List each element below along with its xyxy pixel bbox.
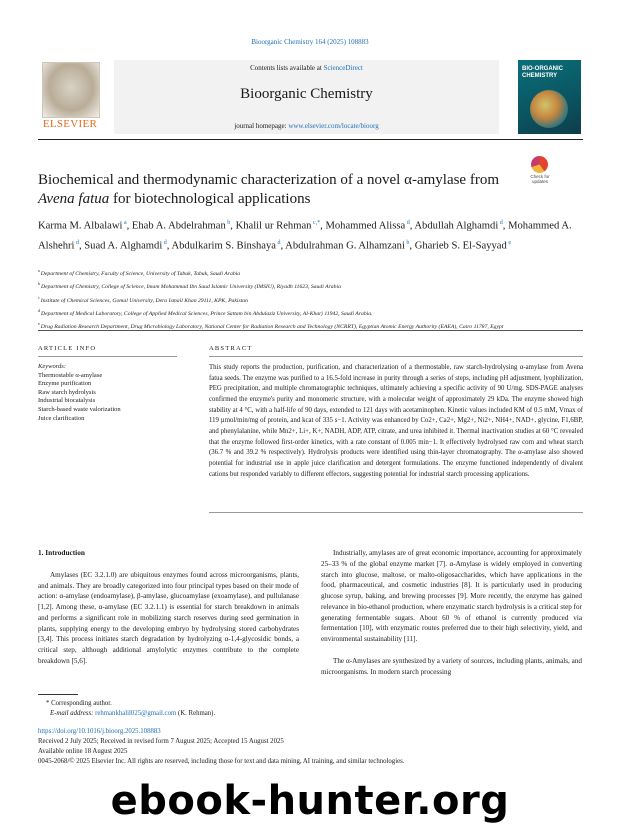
author-name[interactable]: Abdulrahman G. Alhamzani <box>285 240 405 252</box>
contents-line <box>114 64 499 72</box>
journal-citation[interactable] <box>0 38 620 46</box>
title-part-1: Biochemical and thermodynamic characterization of a novel α-amylase from <box>38 172 500 188</box>
author-affiliation-marker[interactable]: d <box>162 239 167 246</box>
homepage-prefix: journal homepage: <box>234 122 289 130</box>
email-link[interactable]: rehmankhalil025@gmail.com <box>95 710 177 717</box>
intro-paragraph-2: Industrially, amylases are of great economic importance, accounting for approximately 25–33 % of the global enzyme market [7]. α-Amylase is widely employed in converting starch into glucose, maltose, or malto-oligosaccharides, which have applications in the food, pharmaceutical, and cosmetic industries [8]. It is particularly used in producing glucose syrup, baking, and brewing processes [9]. More recently, the enzyme has gained relevance in bio-ethanol production, where enzymatic starch hydrolysis is a critical step for generating fermentable sugars. About 60 % of ethanol is currently produced via fermentation [10], with enzymatic routes preferred due to their high selectivity, yield, and environmental sustainability [11]. <box>321 549 582 643</box>
intro-paragraph-1: Amylases (EC 3.2.1.0) are ubiquitous enzymes found across microorganisms, plants, and animals. They are broadly categorized into four principal types based on their mode of action: α-amylase (endoamylase), β-amylase, glucoamylase (exoamylase), and pullulanase [1,2]. Among these, α-amylase (EC 3.2.1.1) is essential for starch breakdown in animals and performs a significant role in mobilizing starch reserves during seed germination in plants, supplying energy to the developing embryo by hydrolysing stored carbohydrates [3,4]. This process initiates starch degradation by hydrolyzing α-1,4-glycosidic bonds, a critical step, although additional amylolytic enzymes contribute to the complete breakdown [5,6]. <box>38 570 299 665</box>
affiliation-text: Institute of Chemical Sciences, Gomal University, Dera Ismail Khan 29111, KPK, Pakistan <box>40 297 248 304</box>
author-affiliation-marker[interactable]: d <box>405 220 410 226</box>
copyright-line: 0045-2068/© 2025 Elsevier Inc. All rights are reserved, including those for text and data mining, AI training, and similar technologies. <box>38 757 405 765</box>
author-affiliation-marker[interactable]: d <box>74 239 79 246</box>
author-affiliation-marker[interactable]: c,* <box>311 220 321 226</box>
article-info-rule <box>38 356 177 357</box>
affiliation-text: Drug Radiation Research Department, Drug Microbiology Laboratory, National Center for Radiation Research and Technology (NCRRT), Egyptian Atomic Energy Authority (EAEA), Cairo 11787, Egypt <box>40 324 504 331</box>
author-name[interactable]: Khalil ur Rehman <box>235 220 312 232</box>
article-title <box>38 171 508 209</box>
author-name[interactable]: Mohammed A. Alshehri <box>38 220 572 252</box>
cover-art <box>530 90 568 128</box>
journal-cover-image[interactable] <box>518 60 581 134</box>
body-right-column <box>321 548 582 677</box>
publication-info <box>38 727 583 767</box>
cover-title: BIO-ORGANIC CHEMISTRY <box>522 66 563 79</box>
affiliation-list <box>38 266 583 332</box>
author-affiliation-marker[interactable]: b <box>225 220 231 226</box>
elsevier-wordmark: ELSEVIER <box>42 118 98 130</box>
abstract-heading: ABSTRACT <box>209 345 253 352</box>
homepage-link[interactable]: www.elsevier.com/locate/bioorg <box>288 122 379 130</box>
watermark-text: ebook-hunter.org <box>110 778 510 824</box>
check-updates-icon <box>531 156 548 173</box>
citation-link[interactable]: Bioorganic Chemistry 164 (2025) 108883 <box>251 38 369 46</box>
doi-link[interactable]: https://doi.org/10.1016/j.bioorg.2025.108883 <box>38 728 161 735</box>
author-name[interactable]: Abdullah Alghamdi <box>414 220 499 232</box>
keyword-item: Industrial biocatalysis <box>38 397 96 405</box>
affiliation-marker: d <box>38 307 41 313</box>
email-suffix: (K. Rehman). <box>176 710 216 717</box>
received-dates: Received 2 July 2025; Received in revised form 7 August 2025; Accepted 15 August 2025 <box>38 737 284 745</box>
masthead-divider <box>38 139 583 140</box>
affiliation-item <box>38 293 583 306</box>
author-affiliation-marker[interactable]: d <box>498 220 503 226</box>
keywords-label: Keywords: <box>38 363 66 370</box>
sciencedirect-link[interactable]: ScienceDirect <box>323 64 363 72</box>
affiliation-text: Department of Chemistry, Faculty of Science, University of Tabuk, Tabuk, Saudi Arabia <box>40 270 241 277</box>
affiliation-text: Department of Chemistry, College of Science, Imam Mohammad Ibn Saud Islamic University (IMSIU), Riyadh 11623, Saudi Arabia <box>41 284 341 291</box>
journal-info-box <box>114 60 499 134</box>
elsevier-tree-icon <box>42 62 100 118</box>
affiliation-text: Department of Medical Laboratory, College of Applied Medical Sciences, Prince Sattam bin Abdulaziz University, Al-Kharj 11942, Saudi Arabia. <box>41 310 373 317</box>
title-part-2: for biotechnological applications <box>109 191 311 207</box>
author-name[interactable]: Ehab A. Abdelrahman <box>131 220 226 232</box>
keyword-item: Thermostable α-amylase <box>38 371 103 379</box>
author-name[interactable]: Suad A. Alghamdi <box>84 240 163 252</box>
check-updates-label: Check for updates <box>530 174 550 184</box>
author-name[interactable]: Abdulkarim S. Binshaya <box>171 240 276 252</box>
intro-paragraph-3: The α-Amylases are synthesized by a variety of sources, including plants, animals, and microorganisms. In modern starch processing <box>321 656 582 676</box>
affiliation-marker: c <box>38 294 41 300</box>
keywords-block <box>38 363 188 423</box>
introduction-heading: 1. Introduction <box>38 548 85 557</box>
email-line <box>38 709 338 719</box>
email-label: E-mail address: <box>50 710 96 717</box>
journal-masthead <box>38 60 583 134</box>
keyword-item: Juice clarification <box>38 414 85 422</box>
corresponding-author-note: * Corresponding author. <box>46 700 112 707</box>
check-for-updates-button[interactable] <box>522 156 558 186</box>
author-affiliation-marker[interactable]: e <box>506 239 511 246</box>
author-name[interactable]: Mohammed Alissa <box>325 220 406 232</box>
available-online: Available online 18 August 2025 <box>38 747 128 755</box>
affiliation-marker: b <box>38 281 41 287</box>
author-list: Karma M. Albalawi $^a$, Ehab A. Abdelrahman $^b$, Khalil ur Rehman $^{c,*}$, Mohammed Alissa $^d$, Abdullah Alghamdi $^d$, Mohammed A. Alshehri $^d$, Suad A. Alghamdi $^d$, Abdulkarim S. Binshaya $^d$, Abdulrahman G. Alhamzani $^b$, Gharieb S. El-Sayyad $^e$ <box>38 220 572 252</box>
homepage-line <box>114 122 499 130</box>
author-affiliation-marker[interactable]: d <box>275 239 281 246</box>
footnote-rule <box>38 694 78 695</box>
body-left-column <box>38 548 299 667</box>
affiliation-marker: e <box>38 321 41 327</box>
header-divider <box>38 330 583 331</box>
author-affiliation-marker[interactable]: a <box>122 220 127 226</box>
keyword-item: Raw starch hydrolysis <box>38 388 96 396</box>
abstract-text: This study reports the production, purification, and characterization of a thermostable, raw starch-hydrolysing α-amylase from Avena fatua seeds. The enzyme was purified to a 16.5-fold increase in purity through a series of steps, including pH adjustment, lyophilization, PEG precipitation, and multiple chromatographic techniques, ultimately achieving a specific activity of 90 U/mg. SDS-PAGE analyses confirmed the enzyme's purity and monomeric structure, with a molecular weight of approximately 29 kDa. The enzyme showed high stability at 4 °C, with a half-life of 90 days, extended to 121 days with acetaminophen. Kinetic values included KM of 0.5 mM, Vmax of 119 µmol/min/mg of protein, and kcat of 335 s−1. Activity was enhanced by Co2+, Ca2+, Mg2+, Ni2+, NH4+, NAD+, glycine, F1,6BP, and phenylalanine, while Mn2+, Li+, K+, NADH, ADP, ATP, citrate, and urea inhibited it. Thermal inactivation studies at 60 °C revealed that the enzyme followed first-order kinetics, with a rate constant of 0.005 min−1. It effectively hydrolysed raw corn and wheat starch (36.7 % and 39.2 % respectively). Hydrolysis products were identified using thin-layer chromatography. The α-amylase also showed potential for industrial use in apple juice clarification and detergent formulations. The enzyme functioned independently of divalent cations but responded variably to different effectors, suggesting potential for industrial starch processing applications. <box>209 364 583 478</box>
footnote <box>38 699 338 719</box>
keyword-list <box>38 372 188 424</box>
abstract-rule <box>209 356 583 357</box>
affiliation-item <box>38 306 583 319</box>
affiliation-item <box>38 279 583 292</box>
elsevier-logo[interactable] <box>38 60 102 134</box>
title-species: Avena fatua <box>38 191 110 207</box>
author-name[interactable]: Gharieb S. El-Sayyad <box>414 240 507 252</box>
journal-title: Bioorganic Chemistry <box>240 86 373 102</box>
keyword-item: Enzyme purification <box>38 380 92 388</box>
article-info-heading: ARTICLE INFO <box>38 345 97 352</box>
affiliation-item <box>38 266 583 279</box>
keyword-item: Starch-based waste valorization <box>38 405 121 413</box>
contents-prefix: Contents lists available at <box>250 64 324 72</box>
affiliation-marker: a <box>38 268 41 273</box>
author-name[interactable]: Karma M. Albalawi <box>38 220 123 232</box>
author-affiliation-marker[interactable]: b <box>404 239 410 246</box>
abstract-end-rule <box>209 512 583 513</box>
